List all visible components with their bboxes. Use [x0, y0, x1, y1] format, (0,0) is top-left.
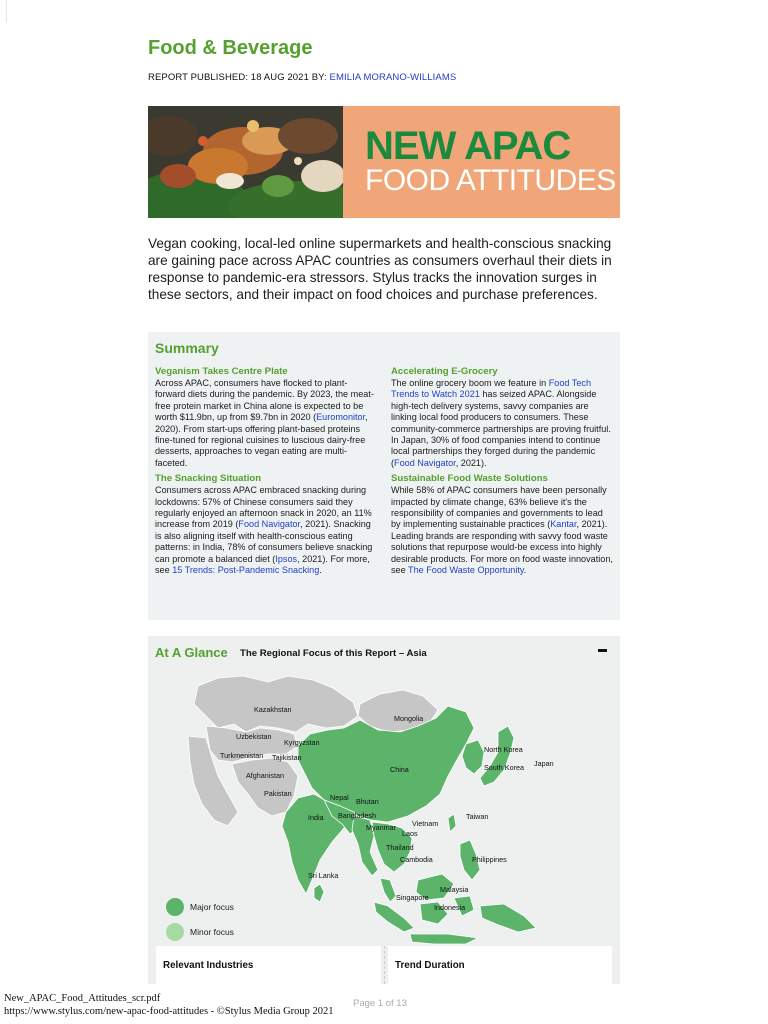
euromonitor-link[interactable]: Euromonitor [316, 412, 366, 423]
label-bangladesh: Bangladesh [338, 811, 376, 820]
taiwan-shape [448, 814, 456, 832]
minor-focus-legend-dot [166, 923, 184, 941]
foodwaste-text-part: . [523, 565, 527, 576]
summary-box [148, 332, 620, 620]
column-divider [384, 946, 386, 984]
food-tech-trends-link[interactable]: Food Tech Trends to Watch 2021 [391, 378, 592, 400]
label-kazakhstan: Kazakhstan [254, 705, 292, 714]
label-north-korea: North Korea [484, 745, 523, 754]
label-indonesia: Indonesia [434, 903, 466, 912]
label-pakistan: Pakistan [264, 789, 292, 798]
author-link[interactable]: EMILIA MORANO-WILLIAMS [329, 72, 457, 83]
page-corner-mark [0, 0, 7, 22]
veganism-text-part: Across APAC, consumers have flocked to plant-forward diets during the pandemic. By 2023, the meat-free protein market in China alone is expected to be worth $11.9bn, up from $9.7bn in 2020 ( [155, 378, 374, 423]
food-navigator-link-2[interactable]: Food Navigator [394, 457, 456, 468]
label-malaysia: Malaysia [440, 885, 469, 894]
label-tajikistan: Tajikistan [272, 753, 302, 762]
veganism-heading: Veganism Takes Centre Plate [155, 366, 288, 377]
egrocery-text-part: , 2021). [455, 457, 487, 468]
veganism-text-part: , 2020). From start-ups offering plant-based proteins fine-tuned for regional cuisines to luscious dairy-free desserts, approaches to vegan eating are multi-faceted. [155, 412, 368, 468]
food-navigator-link[interactable]: Food Navigator [238, 519, 301, 530]
afghanistan-pakistan-shape [232, 758, 298, 816]
label-japan: Japan [534, 759, 554, 768]
foodwaste-text-part: While 58% of APAC consumers have been personally impacted by climate change, 63% believe it's the responsibility of companies and governments to lead by implementing sustainable practices ( [391, 485, 607, 530]
foodwaste-text [391, 485, 613, 576]
relevant-industries-header [156, 946, 381, 984]
label-india: India [308, 813, 324, 822]
label-philippines: Philippines [472, 855, 507, 864]
trend-duration-header [388, 946, 612, 984]
page-number: Page 1 of 13 [353, 998, 407, 1009]
relevant-industries-label: Relevant Industries [163, 960, 254, 971]
label-china: China [390, 765, 409, 774]
egrocery-heading: Accelerating E-Grocery [391, 366, 498, 377]
snacking-text-part: Consumers across APAC embraced snacking during lockdowns: 57% of Chinese consumers said they regularly enjoyed an afternoon snack in 2020, an 11% increase from 2019 ( [155, 485, 372, 530]
food-photo [148, 106, 343, 218]
label-sri-lanka: Sri Lanka [308, 871, 339, 880]
trend-duration-label: Trend Duration [395, 960, 465, 971]
label-laos: Laos [402, 829, 418, 838]
label-vietnam: Vietnam [412, 819, 439, 828]
label-south-korea: South Korea [484, 763, 524, 772]
veganism-text [155, 378, 377, 469]
snacking-trends-link[interactable]: 15 Trends: Post-Pandemic Snacking [172, 565, 320, 576]
label-cambodia: Cambodia [400, 855, 433, 864]
label-thailand: Thailand [386, 843, 414, 852]
snacking-text [155, 485, 377, 576]
label-taiwan: Taiwan [466, 812, 489, 821]
minor-focus-legend-label: Minor focus [190, 927, 234, 937]
intro-paragraph: Vegan cooking, local-led online supermarkets and health-conscious snacking are gaining pace across APAC countries as consumers overhaul their diets in response to pandemic-era stressors. Stylus tracks the innovation surges in these sectors, and their impact on food choices and purchase preferences. [148, 236, 612, 302]
at-a-glance-panel [148, 636, 620, 984]
ipsos-link[interactable]: Ipsos [275, 553, 298, 564]
collapse-icon[interactable] [598, 649, 607, 652]
japan-shape [480, 726, 514, 786]
label-myanmar: Myanmar [366, 823, 396, 832]
kantar-link[interactable]: Kantar [550, 519, 577, 530]
page-title: Food & Beverage [148, 37, 313, 59]
egrocery-text [391, 378, 613, 469]
label-mongolia: Mongolia [394, 714, 424, 723]
footer-filename: New_APAC_Food_Attitudes_scr.pdf [4, 993, 161, 1004]
label-kyrgyzstan: Kyrgyzstan [284, 738, 320, 747]
food-waste-opportunity-link[interactable]: The Food Waste Opportunity [408, 565, 524, 576]
summary-right-column [391, 366, 613, 581]
egrocery-text-part: has seized APAC. Alongside high-tech delivery systems, savvy companies are linking local food producers to consumers. These community-commerce partnerships are proving fruitful. In Japan, 30% of food companies intend to continue local partnerships they forged during the pandemic ( [391, 389, 611, 468]
egrocery-text-part: The online grocery boom we feature in [391, 378, 549, 388]
label-singapore: Singapore [396, 893, 429, 902]
foodwaste-text-part: , 2021). Leading brands are responding with savvy food waste solutions that repurpose would-be excess into highly desirable products. For more on food waste innovation, see [391, 519, 613, 576]
label-afghanistan: Afghanistan [246, 771, 284, 780]
foodwaste-heading: Sustainable Food Waste Solutions [391, 473, 548, 485]
sri-lanka-shape [314, 884, 324, 902]
hero-banner [148, 106, 620, 218]
korea-shape [462, 740, 484, 774]
label-nepal: Nepal [330, 793, 349, 802]
footer-url: https://www.stylus.com/new-apac-food-attitudes - ©Stylus Media Group 2021 [4, 1006, 334, 1017]
label-uzbekistan: Uzbekistan [236, 732, 272, 741]
snacking-text-part: , 2021). For more, see [155, 553, 370, 576]
major-focus-countries [282, 706, 536, 944]
asia-map [148, 666, 620, 966]
hero-title-line1: NEW APAC [365, 124, 571, 168]
glance-subtitle: The Regional Focus of this Report – Asia [240, 648, 427, 659]
hero-title-line2: FOOD ATTITUDES [365, 164, 616, 197]
summary-title: Summary [155, 340, 219, 356]
summary-left-column [155, 366, 377, 581]
snacking-text-part: . [319, 565, 322, 576]
major-focus-legend-dot [166, 898, 184, 916]
snacking-heading: The Snacking Situation [155, 473, 262, 485]
glance-title: At A Glance [155, 645, 228, 660]
label-turkmenistan: Turkmenistan [220, 751, 264, 760]
byline-prefix: REPORT PUBLISHED: 18 AUG 2021 BY: [148, 72, 330, 83]
kazakhstan-shape [194, 676, 358, 732]
snacking-text-part: , 2021). Snacking is also aligning itself with health-conscious eating patterns: in India, 78% of consumers believe snacking can promote a balanced diet ( [155, 519, 373, 564]
report-byline [148, 72, 456, 83]
major-focus-legend-label: Major focus [190, 902, 234, 912]
label-bhutan: Bhutan [356, 797, 379, 806]
